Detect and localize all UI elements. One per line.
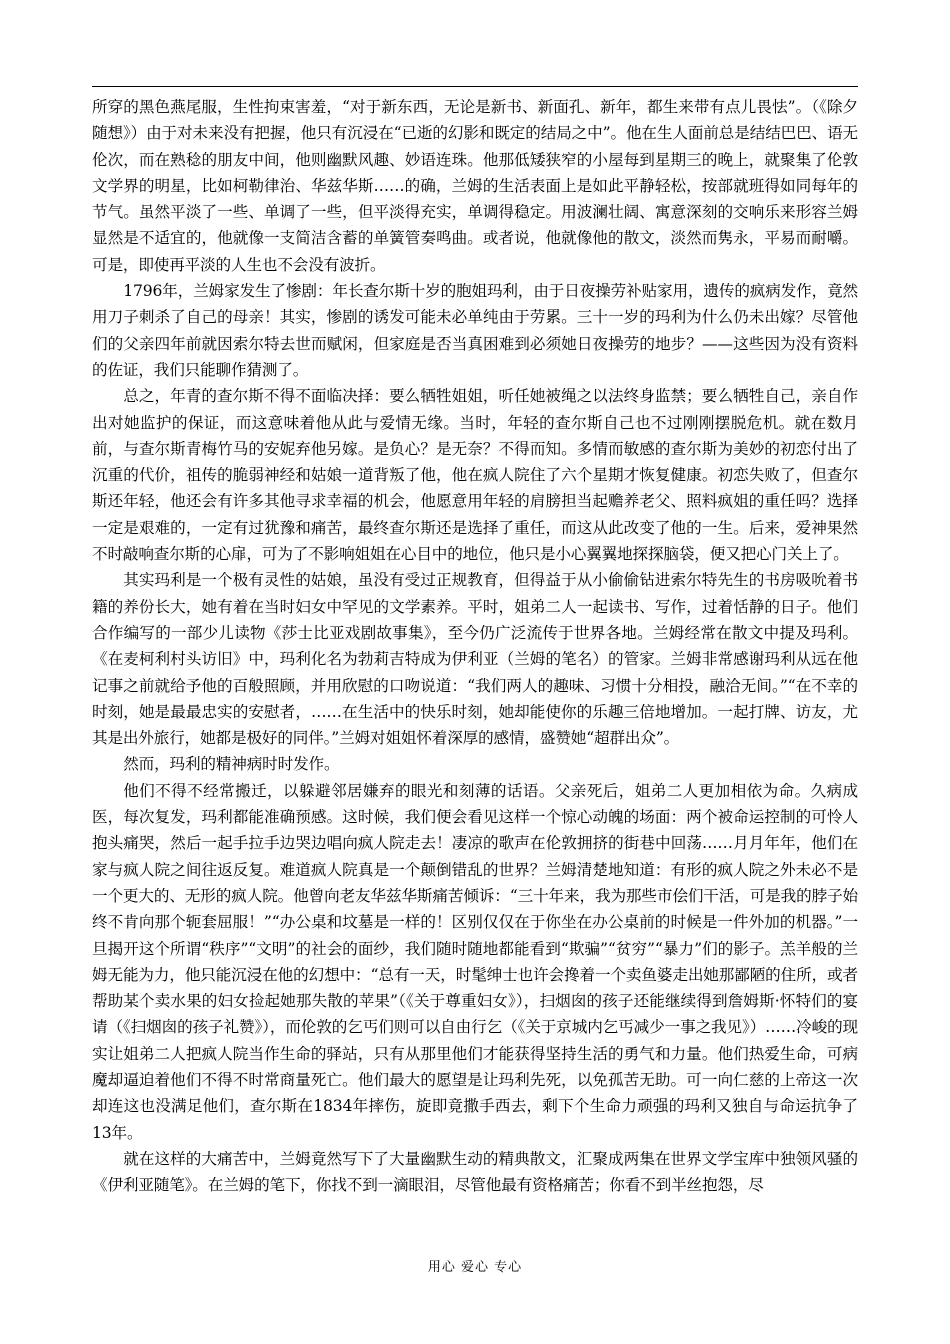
paragraph-2: 1796年，兰姆家发生了惨剧：年长查尔斯十岁的胞姐玛利，由于日夜操劳补贴家用，遗传的疯病发作，竟然用刀子刺杀了自己的母亲！其实，惨剧的诱发可能未必单纯由于劳累。三十一岁的玛利为什么仍未出嫁？尽管他们的父亲四年前就因索尔特去世而赋闲，但家庭是否当真困难到必须她日夜操劳的地步？——这些因为没有资料的佐证，我们只能聊作猜测了。	[92, 282, 858, 379]
paragraph-3: 总之，年青的查尔斯不得不面临决择：要么牺牲姐姐，听任她被绳之以法终身监禁；要么牺牲自己，亲自作出对她监护的保证，而这意味着他从此与爱情无缘。当时，年轻的查尔斯自己也不过刚刚摆脱危机。就在数月前，与查尔斯青梅竹马的安妮弃他另嫁。是负心？是无奈？不得而知。多情而敏感的查尔斯为美妙的初恋付出了沉重的代价，祖传的脆弱神经和姑娘一道背叛了他，他在疯人院住了六个星期才恢复健康。初恋失败了，但查尔斯还年轻，他还会有许多其他寻求幸福的机会，他愿意用年轻的肩膀担当起赡养老父、照料疯姐的重任吗？选择一定是艰难的，一定有过犹豫和痛苦，最终查尔斯还是选择了重任，而这从此改变了他的一生。后来，爱神果然不时敲响查尔斯的心扉，可为了不影响姐姐在心目中的地位，他只是小心翼翼地探探脑袋，便又把心门关上了。	[92, 387, 858, 564]
paragraph-6: 他们不得不经常搬迁，以躲避邻居嫌弃的眼光和刻薄的话语。父亲死后，姐弟二人更加相依为命。久病成医，每次复发，玛利都能准确预感。这时候，我们便会看见这样一个惊心动魄的场面：两个被命运控制的可怜人抱头痛哭，然后一起手拉手边哭边唱向疯人院走去！凄凉的歌声在伦敦拥挤的街巷中回荡……月月年年，他们在家与疯人院之间往返反复。难道疯人院真是一个颠倒错乱的世界？兰姆清楚地知道：有形的疯人院之外未必不是一个更大的、无形的疯人院。他曾向老友华兹华斯痛苦倾诉：“三十年来，我为那些市侩们干活，可是我的脖子始终不肯向那个轭套屈服！”“办公桌和坟墓是一样的！区别仅仅在于你坐在办公桌前的时候是一件外加的机器。”一旦揭开这个所谓“秩序”“文明”的社会的面纱，我们随时随地都能看到“欺骗”“贫穷”“暴力”们的影子。羔羊般的兰姆无能为力，他只能沉浸在他的幻想中：“总有一天，时髦绅士也许会搀着一个卖鱼婆走出她那鄙陋的住所，或者帮助某个卖水果的妇女捡起她那失散的苹果”（《关于尊重妇女》），扫烟囱的孩子还能继续得到詹姆斯·怀特们的宴请（《扫烟囱的孩子礼赞》），而伦敦的乞丐们则可以自由行乞（《关于京城内乞丐减少一事之我见》）……冷峻的现实让姐弟二人把疯人院当作生命的驿站，只有从那里他们才能获得坚持生活的勇气和力量。他们热爱生命，可病魔却逼迫着他们不得不时常商量死亡。他们最大的愿望是让玛利先死，以免孤苦无助。可一向仁慈的上帝这一次却连这也没满足他们，查尔斯在1834年摔伤，旋即竟撒手西去，剩下个生命力顽强的玛利又独自与命运抗争了13年。	[92, 781, 858, 1142]
page-footer: 用心 爱心 专心	[427, 1260, 523, 1275]
header-rule	[92, 86, 858, 87]
paragraph-7: 就在这样的大痛苦中，兰姆竟然写下了大量幽默生动的精典散文，汇聚成两集在世界文学宝库中独领风骚的《伊利亚随笔》。在兰姆的笔下，你找不到一滴眼泪，尽管他最有资格痛苦；你看不到半丝抱怨，尽	[92, 1149, 858, 1195]
article-body	[92, 94, 858, 1198]
paragraph-5: 然而，玛利的精神病时时发作。	[123, 755, 340, 774]
paragraph-1: 所穿的黑色燕尾服，生性拘束害羞，“对于新东西，无论是新书、新面孔、新年，都生来带有点儿畏怯”。（《除夕随想》）由于对未来没有把握，他只有沉浸在“已逝的幻影和既定的结局之中”。他在生人面前总是结结巴巴、语无伦次，而在熟稔的朋友中间，他则幽默风趣、妙语连珠。他那低矮狭窄的小屋每到星期三的晚上，就聚集了伦敦文学界的明星，比如柯勒律治、华兹华斯……的确，兰姆的生活表面上是如此平静轻松，按部就班得如同每年的节气。虽然平淡了一些、单调了一些，但平淡得充实，单调得稳定。用波澜壮阔、寓意深刻的交响乐来形容兰姆显然是不适宜的，他就像一支简洁含蓄的单簧管奏鸣曲。或者说，他就像他的散文，淡然而隽永，平易而耐嚼。可是，即使再平淡的人生也不会没有波折。	[92, 98, 858, 274]
paragraph-4: 其实玛利是一个极有灵性的姑娘，虽没有受过正规教育，但得益于从小偷偷钻进索尔特先生的书房吸吮着书籍的养份长大，她有着在当时妇女中罕见的文学素养。平时，姐弟二人一起读书、写作，过着恬静的日子。他们合作编写的一部少儿读物《莎士比亚戏剧故事集》，至今仍广泛流传于世界各地。兰姆经常在散文中提及玛利。《在麦柯利村头访旧》中，玛利化名为勃莉吉特成为伊利亚（兰姆的笔名）的管家。兰姆非常感谢玛利从远在他记事之前就给予他的百般照顾，并用欣慰的口吻说道：“我们两人的趣味、习惯十分相投，融洽无间。”“在不幸的时刻，她是最最忠实的安慰者，……在生活中的快乐时刻，她却能使你的乐趣三倍地增加。一起打牌、访友，尤其是出外旅行，她都是极好的同伴。”兰姆对姐姐怀着深厚的感情，盛赞她“超群出众”。	[92, 571, 858, 748]
